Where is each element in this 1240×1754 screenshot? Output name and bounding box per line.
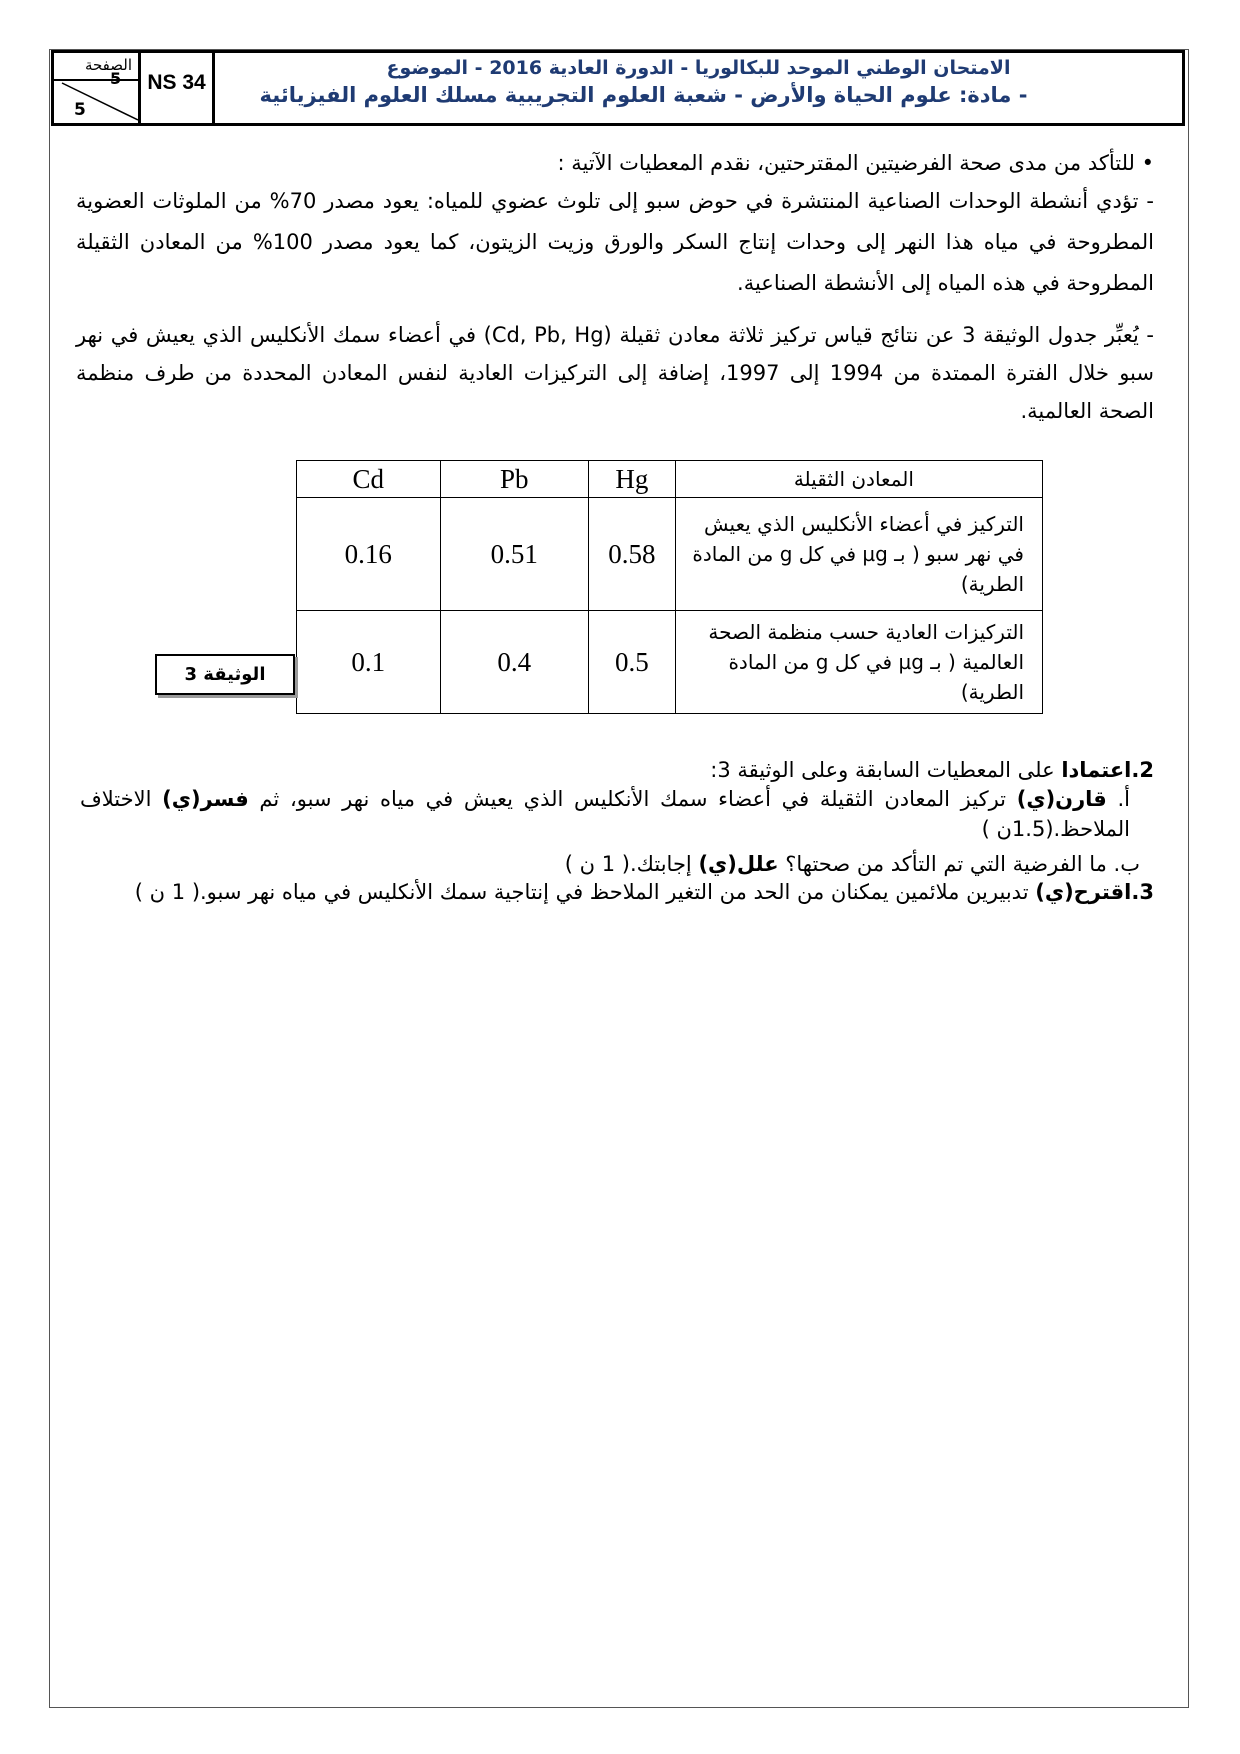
title-line-1: الامتحان الوطني الموحد للبكالوريا - الدورة العادية 2016 - الموضوع — [386, 57, 1011, 79]
q2b-text: ب. ما الفرضية التي تم التأكد من صحتها؟ — [778, 852, 1140, 876]
question-3 — [64, 878, 1154, 906]
q2a-text: تركيز المعادن الثقيلة في أعضاء سمك الأنكليس الذي يعيش في مياه نهر سبو، ثم — [248, 787, 1017, 811]
paragraph-2-text: - يُعبِّر جدول الوثيقة 3 عن نتائج قياس تركيز ثلاثة معادن ثقيلة (Cd, Pb, Hg) في أعضاء سمك الأنكليس الذي يعيش في نهر سبو خلال الفترة الممتدة من 1994 إلى 1997، إضافة إلى التركيزات العادية لنفس المعادن المحددة من طرف منظمة الصحة العالمية. — [76, 323, 1154, 423]
page-current: 5 — [110, 69, 122, 88]
q3-keyword: اقترح(ي) — [1035, 880, 1132, 904]
q3-number: 3. — [1131, 880, 1154, 904]
q2a-end: الاختلاف الملاحظ.(1.5ن ) — [80, 787, 1130, 841]
header-hg: Hg — [588, 461, 675, 498]
cell-value: 0.16 — [297, 498, 441, 611]
q2a-keyword-explain: فسر(ي) — [162, 787, 249, 811]
q2a-keyword-compare: قارن(ي) — [1016, 787, 1107, 811]
table-row — [297, 498, 1043, 611]
q2-text: على المعطيات السابقة وعلى الوثيقة 3: — [710, 758, 1062, 782]
header-pb: Pb — [440, 461, 588, 498]
page-label: الصفحة — [84, 56, 132, 74]
header-label: المعادن الثقيلة — [675, 461, 1042, 498]
cell-value: 0.1 — [297, 611, 441, 714]
document-label: الوثيقة 3 — [155, 654, 295, 695]
heavy-metals-table — [296, 460, 1043, 714]
cell-value: 0.5 — [588, 611, 675, 714]
table-row — [297, 611, 1043, 714]
table-header-row — [297, 461, 1043, 498]
page-number-box — [54, 53, 141, 123]
q2-number: 2. — [1131, 758, 1154, 782]
q2b-end: إجابتك.( 1 ن ) — [564, 852, 699, 876]
cell-value: 0.4 — [440, 611, 588, 714]
question-2a — [80, 784, 1130, 844]
exam-title — [215, 53, 1182, 123]
row-label: التركيزات العادية حسب منظمة الصحة العالمية ( بـ µg في كل g من المادة الطرية) — [675, 611, 1042, 714]
q2-keyword: اعتمادا — [1061, 758, 1132, 782]
intro-line: • للتأكد من مدى صحة الفرضيتين المقترحتين، نقدم المعطيات الآتية : — [557, 151, 1154, 175]
q2b-keyword: علل(ي) — [698, 852, 779, 876]
paragraph-1 — [76, 181, 1154, 304]
question-2b — [90, 850, 1140, 878]
cell-value: 0.58 — [588, 498, 675, 611]
exam-code: NS 34 — [141, 53, 215, 123]
question-2 — [74, 756, 1154, 784]
cell-value: 0.51 — [440, 498, 588, 611]
header-cd: Cd — [297, 461, 441, 498]
page-total: 5 — [74, 100, 86, 120]
paragraph-2 — [76, 316, 1154, 430]
title-line-2: - مادة: علوم الحياة والأرض - شعبة العلوم التجريبية مسلك العلوم الفيزيائية — [259, 83, 1028, 107]
row-label: التركيز في أعضاء الأنكليس الذي يعيش في نهر سبو ( بـ µg في كل g من المادة الطرية) — [675, 498, 1042, 611]
q3-text: تدبيرين ملائمين يمكنان من الحد من التغير الملاحظ في إنتاجية سمك الأنكليس في مياه نهر سبو.( 1 ن ) — [134, 880, 1036, 904]
q2a-prefix: أ. — [1106, 787, 1131, 811]
paragraph-1-text: - تؤدي أنشطة الوحدات الصناعية المنتشرة في حوض سبو إلى تلوث عضوي للمياه: يعود مصدر 70% من الملوثات العضوية المطروحة في مياه هذا النهر إلى وحدات إنتاج السكر والورق وزيت الزيتون، كما يعود مصدر 100% من المعادن الثقيلة المطروحة في هذه المياه إلى الأنشطة الصناعية. — [76, 189, 1154, 295]
exam-header — [51, 50, 1185, 126]
intro-text — [76, 145, 1154, 181]
